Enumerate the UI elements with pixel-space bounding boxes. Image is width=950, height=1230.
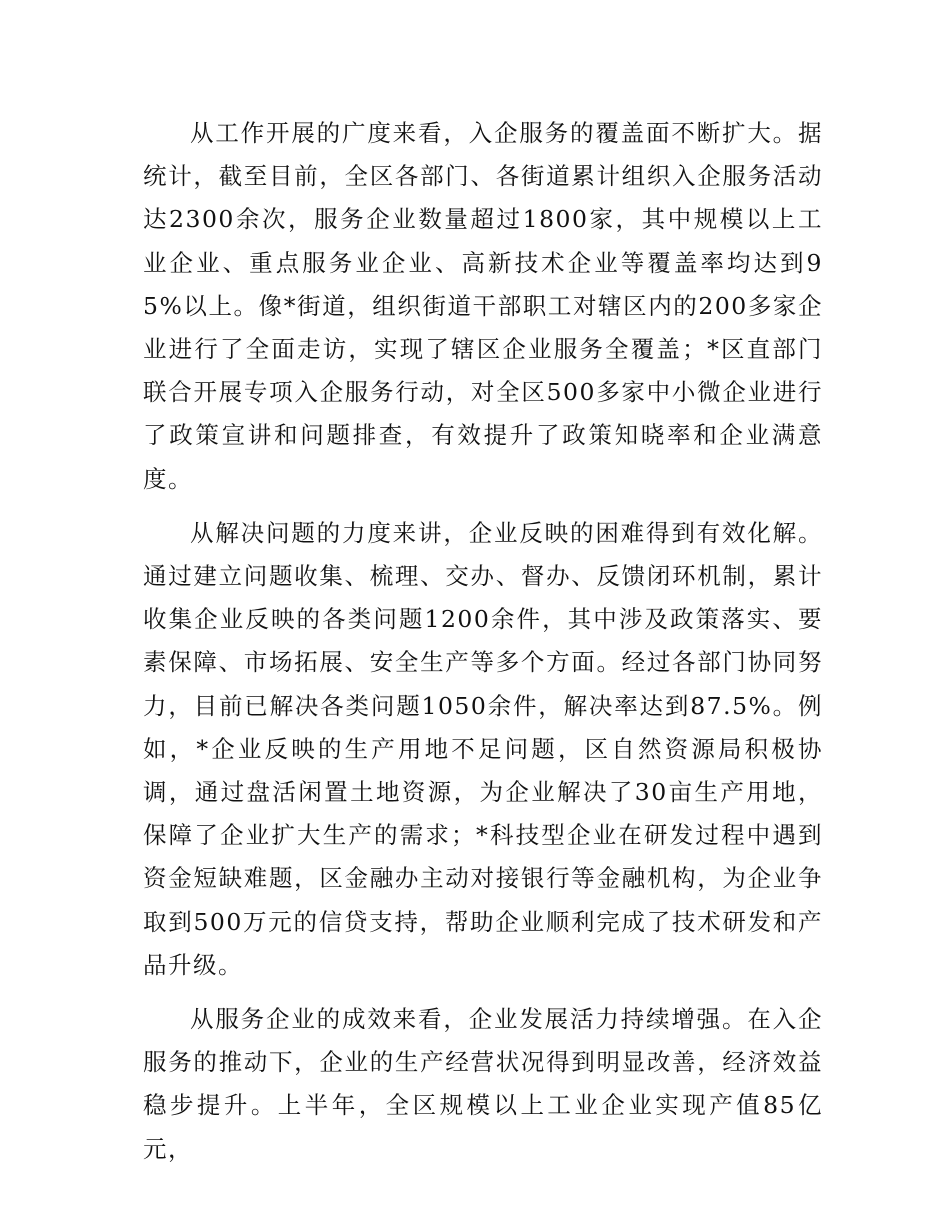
- paragraph-coverage: 从工作开展的广度来看，入企服务的覆盖面不断扩大。据统计，截至目前，全区各部门、各街道累计组织入企服务活动达2300余次，服务企业数量超过1800家，其中规模以上工业企业、重点服务业企业、高新技术企业等覆盖率均达到95%以上。像*街道，组织街道干部职工对辖区内的200多家企业进行了全面走访，实现了辖区企业服务全覆盖；*区直部门联合开展专项入企服务行动，对全区500多家中小微企业进行了政策宣讲和问题排查，有效提升了政策知晓率和企业满意度。: [143, 119, 823, 493]
- paragraph-results: 从服务企业的成效来看，企业发展活力持续增强。在入企服务的推动下，企业的生产经营状况得到明显改善，经济效益稳步提升。上半年，全区规模以上工业企业实现产值85亿元，: [143, 1005, 823, 1163]
- document-body: [143, 112, 823, 1182]
- paragraph-problem-solving: 从解决问题的力度来讲，企业反映的困难得到有效化解。通过建立问题收集、梳理、交办、督办、反馈闭环机制，累计收集企业反映的各类问题1200余件，其中涉及政策落实、要素保障、市场拓展、安全生产等多个方面。经过各部门协同努力，目前已解决各类问题1050余件，解决率达到87.5%。例如，*企业反映的生产用地不足问题，区自然资源局积极协调，通过盘活闲置土地资源，为企业解决了30亩生产用地，保障了企业扩大生产的需求；*科技型企业在研发过程中遇到资金短缺难题，区金融办主动对接银行等金融机构，为企业争取到500万元的信贷支持，帮助企业顺利完成了技术研发和产品升级。: [143, 518, 823, 979]
